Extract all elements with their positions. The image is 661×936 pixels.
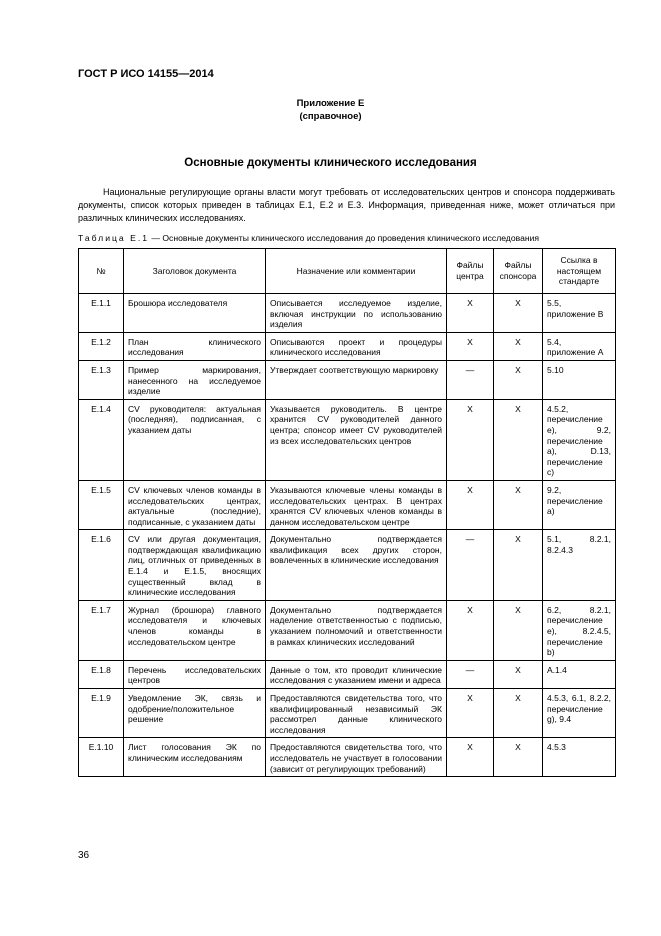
- cell-sponsor: Х: [494, 530, 543, 601]
- table-caption-text: — Основные документы клинического исследования до проведения клинического исследования: [151, 233, 540, 243]
- cell-purpose: Предоставляются свидетельства того, что исследователь не участвует в голосовании (зависит от регулирующих требований): [266, 738, 447, 777]
- table-body: [79, 294, 616, 777]
- cell-title: CV руководителя: актуальная (последняя), подписанная, с указанием даты: [124, 399, 266, 480]
- cell-center: —: [447, 660, 494, 688]
- cell-purpose: Документально подтверждается наделение ответственностью с подписью, указанием полномочий и ответственности в рамках клинических исследований: [266, 600, 447, 660]
- cell-center: —: [447, 360, 494, 399]
- table-row: [79, 600, 616, 660]
- cell-ref: 6.2, 8.2.1, перечисление е), 8.2.4.5, перечисление b): [543, 600, 616, 660]
- column-header: Заголовок документа: [124, 249, 266, 294]
- table-row: [79, 689, 616, 738]
- cell-num: Е.1.1: [79, 294, 124, 333]
- cell-ref: 4.5.3: [543, 738, 616, 777]
- documents-table: [78, 248, 616, 777]
- appendix-title: Приложение Е: [296, 98, 365, 109]
- column-header: №: [79, 249, 124, 294]
- cell-num: Е.1.9: [79, 689, 124, 738]
- intro-text: Национальные регулирующие органы власти могут требовать от исследовательских центров и спонсора поддерживать документы, список которых приведен в таблицах Е.1, Е.2 и Е.3. Информация, приведенная ниже, может отличаться при различных клинических исследованиях.: [78, 187, 615, 223]
- cell-sponsor: Х: [494, 600, 543, 660]
- column-header: Ссылка в настоящем стандарте: [543, 249, 616, 294]
- cell-center: Х: [447, 738, 494, 777]
- cell-center: Х: [447, 689, 494, 738]
- column-header: Файлы спонсора: [494, 249, 543, 294]
- cell-purpose: Документально подтверждается квалификация всех других сторон, вовлеченных в клинические исследования: [266, 530, 447, 601]
- cell-sponsor: Х: [494, 689, 543, 738]
- cell-purpose: Указывается руководитель. В центре хранится CV руководителей данного центра; спонсор имеет CV руководителей из всех исследовательских центров: [266, 399, 447, 480]
- cell-ref: 4.5.2, перечисление е), 9.2, перечисление а), D.13, перечисление с): [543, 399, 616, 480]
- cell-ref: 5.1, 8.2.1, 8.2.4.3: [543, 530, 616, 601]
- table-row: [79, 360, 616, 399]
- cell-ref: 9.2, перечисление а): [543, 480, 616, 529]
- cell-ref: А.1.4: [543, 660, 616, 688]
- cell-num: Е.1.10: [79, 738, 124, 777]
- cell-purpose: Описываются проект и процедуры клинического исследования: [266, 332, 447, 360]
- cell-center: —: [447, 530, 494, 601]
- appendix-note: (справочное): [299, 111, 362, 122]
- cell-num: Е.1.2: [79, 332, 124, 360]
- cell-title: Лист голосования ЭК по клиническим исследованиям: [124, 738, 266, 777]
- cell-num: Е.1.4: [79, 399, 124, 480]
- cell-title: CV или другая документация, подтверждающая квалификацию лиц, отличных от приведенных в Е.1.4 и Е.1.5, вносящих существенный вклад в клинические исследования: [124, 530, 266, 601]
- cell-center: Х: [447, 399, 494, 480]
- cell-title: Брошюра исследователя: [124, 294, 266, 333]
- page-number: 36: [78, 850, 90, 861]
- table-row: [79, 660, 616, 688]
- cell-num: Е.1.5: [79, 480, 124, 529]
- cell-title: Журнал (брошюра) главного исследователя и ключевых членов команды в исследовательском центре: [124, 600, 266, 660]
- cell-num: Е.1.6: [79, 530, 124, 601]
- cell-center: Х: [447, 294, 494, 333]
- table-caption-label: Таблица Е.1: [78, 233, 149, 243]
- column-header: Назначение или комментарии: [266, 249, 447, 294]
- cell-num: Е.1.8: [79, 660, 124, 688]
- cell-sponsor: Х: [494, 738, 543, 777]
- cell-ref: 4.5.3, 6.1, 8.2.2, перечисление g), 9.4: [543, 689, 616, 738]
- cell-title: CV ключевых членов команды в исследовательских центрах, актуальные (последние), подписанные, с указанием даты: [124, 480, 266, 529]
- table-row: [79, 480, 616, 529]
- cell-sponsor: Х: [494, 480, 543, 529]
- table-row: [79, 399, 616, 480]
- table-row: [79, 332, 616, 360]
- table-row: [79, 294, 616, 333]
- cell-sponsor: Х: [494, 332, 543, 360]
- section-title: Основные документы клинического исследования: [184, 157, 477, 169]
- cell-center: Х: [447, 600, 494, 660]
- cell-title: Перечень исследовательских центров: [124, 660, 266, 688]
- cell-purpose: Предоставляются свидетельства того, что квалифицированный независимый ЭК рассмотрел данные клинического исследования: [266, 689, 447, 738]
- table-row: [79, 530, 616, 601]
- column-header: Файлы центра: [447, 249, 494, 294]
- table-caption: [78, 233, 539, 243]
- cell-title: Пример маркирования, нанесенного на исследуемое изделие: [124, 360, 266, 399]
- cell-sponsor: Х: [494, 399, 543, 480]
- cell-sponsor: Х: [494, 660, 543, 688]
- document-header: ГОСТ Р ИСО 14155—2014: [78, 68, 214, 80]
- cell-center: Х: [447, 480, 494, 529]
- table-header-row: [79, 249, 616, 294]
- cell-ref: 5.5, приложение В: [543, 294, 616, 333]
- cell-ref: 5.10: [543, 360, 616, 399]
- cell-title: Уведомление ЭК, связь и одобрение/положительное решение: [124, 689, 266, 738]
- cell-num: Е.1.7: [79, 600, 124, 660]
- cell-purpose: Данные о том, кто проводит клинические исследования с указанием имени и адреса: [266, 660, 447, 688]
- cell-purpose: Описывается исследуемое изделие, включая инструкции по использованию изделия: [266, 294, 447, 333]
- cell-num: Е.1.3: [79, 360, 124, 399]
- cell-sponsor: Х: [494, 294, 543, 333]
- cell-ref: 5.4, приложение А: [543, 332, 616, 360]
- cell-sponsor: Х: [494, 360, 543, 399]
- cell-purpose: Указываются ключевые члены команды в исследовательских центрах. В центрах хранятся CV ключевых членов команды в данном исследовательском центре: [266, 480, 447, 529]
- cell-title: План клинического исследования: [124, 332, 266, 360]
- table-row: [79, 738, 616, 777]
- intro-paragraph: [78, 186, 615, 225]
- cell-center: Х: [447, 332, 494, 360]
- cell-purpose: Утверждает соответствующую маркировку: [266, 360, 447, 399]
